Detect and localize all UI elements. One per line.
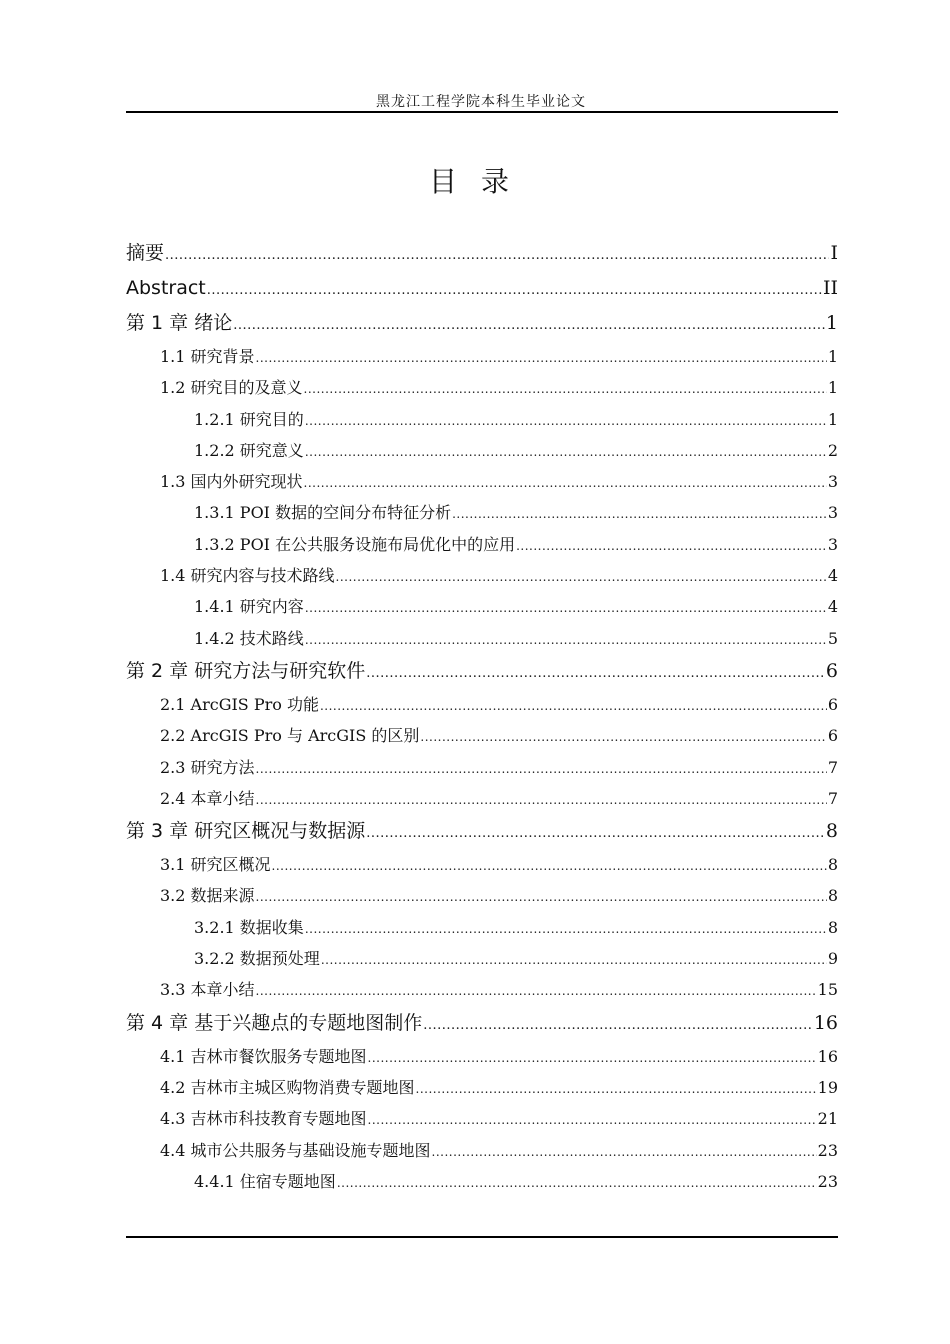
toc-entry-page: 7 xyxy=(827,757,838,777)
toc-entry[interactable] xyxy=(126,560,838,591)
toc-entry[interactable] xyxy=(126,849,838,880)
toc-entry[interactable] xyxy=(126,912,838,943)
toc-entry-label: 第 1 章 绪论 xyxy=(126,312,233,334)
toc-entry-page: 16 xyxy=(813,1011,838,1034)
toc-entry-page: 15 xyxy=(817,980,838,1000)
dot-leader xyxy=(256,880,827,913)
dot-leader xyxy=(256,752,827,785)
toc-entry[interactable] xyxy=(126,1072,838,1103)
toc-entry-page: 1 xyxy=(827,378,838,398)
toc-entry-label: 1.3 国内外研究现状 xyxy=(160,472,303,492)
toc-entry[interactable] xyxy=(126,720,838,751)
toc-entry[interactable] xyxy=(126,306,838,341)
toc-entry-label: 第 4 章 基于兴趣点的专题地图制作 xyxy=(126,1011,423,1034)
toc-entry[interactable] xyxy=(126,497,838,528)
toc-entry-label: 3.2.1 数据收集 xyxy=(194,917,304,937)
toc-entry-label: 4.4 城市公共服务与基础设施专题地图 xyxy=(160,1140,431,1160)
toc-entry-page: 5 xyxy=(827,628,838,648)
toc-entry-label: 1.4.2 技术路线 xyxy=(194,628,304,648)
dot-leader xyxy=(272,849,827,882)
toc-entry-page: 16 xyxy=(817,1046,838,1066)
toc-entry[interactable] xyxy=(126,752,838,783)
dot-leader xyxy=(420,720,826,753)
dot-leader xyxy=(366,814,825,851)
dot-leader xyxy=(416,1072,817,1105)
toc-entry[interactable] xyxy=(126,654,838,689)
dot-leader xyxy=(452,497,827,530)
toc-entry[interactable] xyxy=(126,529,838,560)
toc-entry-page: 6 xyxy=(825,659,838,682)
toc-entry-page: 1 xyxy=(827,347,838,366)
toc-entry-page: 7 xyxy=(827,788,838,808)
dot-leader xyxy=(305,623,827,656)
toc-entry-page: 4 xyxy=(827,566,838,586)
dot-leader xyxy=(423,1006,813,1043)
dot-leader xyxy=(305,404,827,437)
toc-entry-page: 19 xyxy=(817,1077,838,1097)
toc-entry-label: 1.2.2 研究意义 xyxy=(194,440,304,460)
table-of-contents xyxy=(126,236,838,1197)
toc-entry-page: 3 xyxy=(827,534,838,554)
toc-entry[interactable] xyxy=(126,1006,838,1041)
running-header: 黑龙江工程学院本科生毕业论文 xyxy=(376,94,586,110)
toc-entry-page: 6 xyxy=(827,726,838,746)
dot-leader xyxy=(368,1103,817,1136)
toc-entry-label: 4.2 吉林市主城区购物消费专题地图 xyxy=(160,1077,415,1097)
toc-entry-label: 1.4 研究内容与技术路线 xyxy=(160,566,335,586)
toc-entry-label: 4.1 吉林市餐饮服务专题地图 xyxy=(160,1046,367,1066)
footer-rule xyxy=(126,1236,838,1238)
toc-entry[interactable] xyxy=(126,689,838,720)
dot-leader xyxy=(320,689,827,722)
toc-entry-page: 3 xyxy=(827,472,838,492)
toc-entry-page: 8 xyxy=(825,820,838,843)
dot-leader xyxy=(516,529,827,562)
toc-entry-label: 第 2 章 研究方法与研究软件 xyxy=(126,659,366,682)
dot-leader xyxy=(256,783,827,816)
toc-entry-label: 3.2.2 数据预处理 xyxy=(194,949,320,969)
toc-entry-page: 23 xyxy=(817,1140,838,1160)
dot-leader xyxy=(305,591,827,624)
toc-entry[interactable] xyxy=(126,1135,838,1166)
toc-entry-page: 3 xyxy=(827,503,838,523)
toc-entry-page: 9 xyxy=(827,949,838,969)
toc-entry-label: 2.4 本章小结 xyxy=(160,788,255,808)
toc-entry-label: 第 3 章 研究区概况与数据源 xyxy=(126,820,366,843)
dot-leader xyxy=(256,341,827,374)
toc-entry-label: 1.2.1 研究目的 xyxy=(194,409,304,429)
toc-entry[interactable] xyxy=(126,974,838,1005)
toc-entry-label: 4.3 吉林市科技教育专题地图 xyxy=(160,1109,367,1129)
toc-entry[interactable] xyxy=(126,1103,838,1134)
toc-entry-page: 8 xyxy=(827,917,838,937)
toc-entry-page: 6 xyxy=(827,694,838,714)
toc-entry[interactable] xyxy=(126,372,838,403)
toc-entry-page: 23 xyxy=(817,1171,838,1191)
toc-entry[interactable] xyxy=(126,783,838,814)
toc-entry-label: 1.3.1 POI 数据的空间分布特征分析 xyxy=(194,503,452,523)
toc-entry-page: II xyxy=(822,277,838,299)
toc-entry-label: 1.1 研究背景 xyxy=(160,347,255,366)
toc-entry[interactable] xyxy=(126,404,838,435)
toc-entry-label: 2.3 研究方法 xyxy=(160,757,255,777)
dot-leader xyxy=(304,372,827,405)
dot-leader xyxy=(366,654,825,691)
toc-entry-page: 8 xyxy=(827,855,838,875)
dot-leader xyxy=(305,912,827,945)
toc-entry-page: 2 xyxy=(827,440,838,460)
toc-entry-label: 2.2 ArcGIS Pro 与 ArcGIS 的区别 xyxy=(160,726,420,746)
toc-entry[interactable] xyxy=(126,623,838,654)
dot-leader xyxy=(207,271,822,308)
toc-entry-label: 1.3.2 POI 在公共服务设施布局优化中的应用 xyxy=(194,534,516,554)
toc-entry[interactable] xyxy=(126,341,838,372)
toc-entry[interactable] xyxy=(126,1041,838,1072)
toc-entry-page: 21 xyxy=(817,1109,838,1129)
toc-entry[interactable] xyxy=(126,435,838,466)
toc-entry-page: I xyxy=(830,242,838,264)
dot-leader xyxy=(337,1166,817,1199)
toc-entry-label: 3.3 本章小结 xyxy=(160,980,255,1000)
toc-entry-label: 摘要 xyxy=(126,242,165,264)
toc-entry-label: 2.1 ArcGIS Pro 功能 xyxy=(160,694,319,714)
toc-entry[interactable] xyxy=(126,880,838,911)
toc-entry-label: 1.2 研究目的及意义 xyxy=(160,378,303,398)
toc-entry[interactable] xyxy=(126,943,838,974)
toc-title: 目录 xyxy=(428,165,533,198)
dot-leader xyxy=(304,466,827,499)
dot-leader xyxy=(336,560,827,593)
dot-leader xyxy=(432,1135,817,1168)
dot-leader xyxy=(165,236,829,273)
toc-entry-page: 1 xyxy=(825,312,838,334)
toc-entry-label: 1.4.1 研究内容 xyxy=(194,597,304,617)
dot-leader xyxy=(233,306,825,343)
toc-entry-label: 4.4.1 住宿专题地图 xyxy=(194,1171,336,1191)
toc-entry[interactable] xyxy=(126,1166,838,1197)
toc-entry-label: 3.1 研究区概况 xyxy=(160,855,271,875)
dot-leader xyxy=(305,435,827,468)
toc-entry-page: 1 xyxy=(827,409,838,429)
toc-entry[interactable] xyxy=(126,271,838,306)
toc-entry-label: 3.2 数据来源 xyxy=(160,886,255,906)
toc-entry-label: Abstract xyxy=(126,277,206,299)
toc-entry[interactable] xyxy=(126,236,838,271)
toc-entry-page: 8 xyxy=(827,886,838,906)
dot-leader xyxy=(321,943,827,976)
toc-entry[interactable] xyxy=(126,814,838,849)
dot-leader xyxy=(256,974,817,1007)
toc-entry-page: 4 xyxy=(827,597,838,617)
dot-leader xyxy=(368,1041,817,1074)
header-rule xyxy=(126,111,838,113)
toc-entry[interactable] xyxy=(126,591,838,622)
toc-entry[interactable] xyxy=(126,466,838,497)
